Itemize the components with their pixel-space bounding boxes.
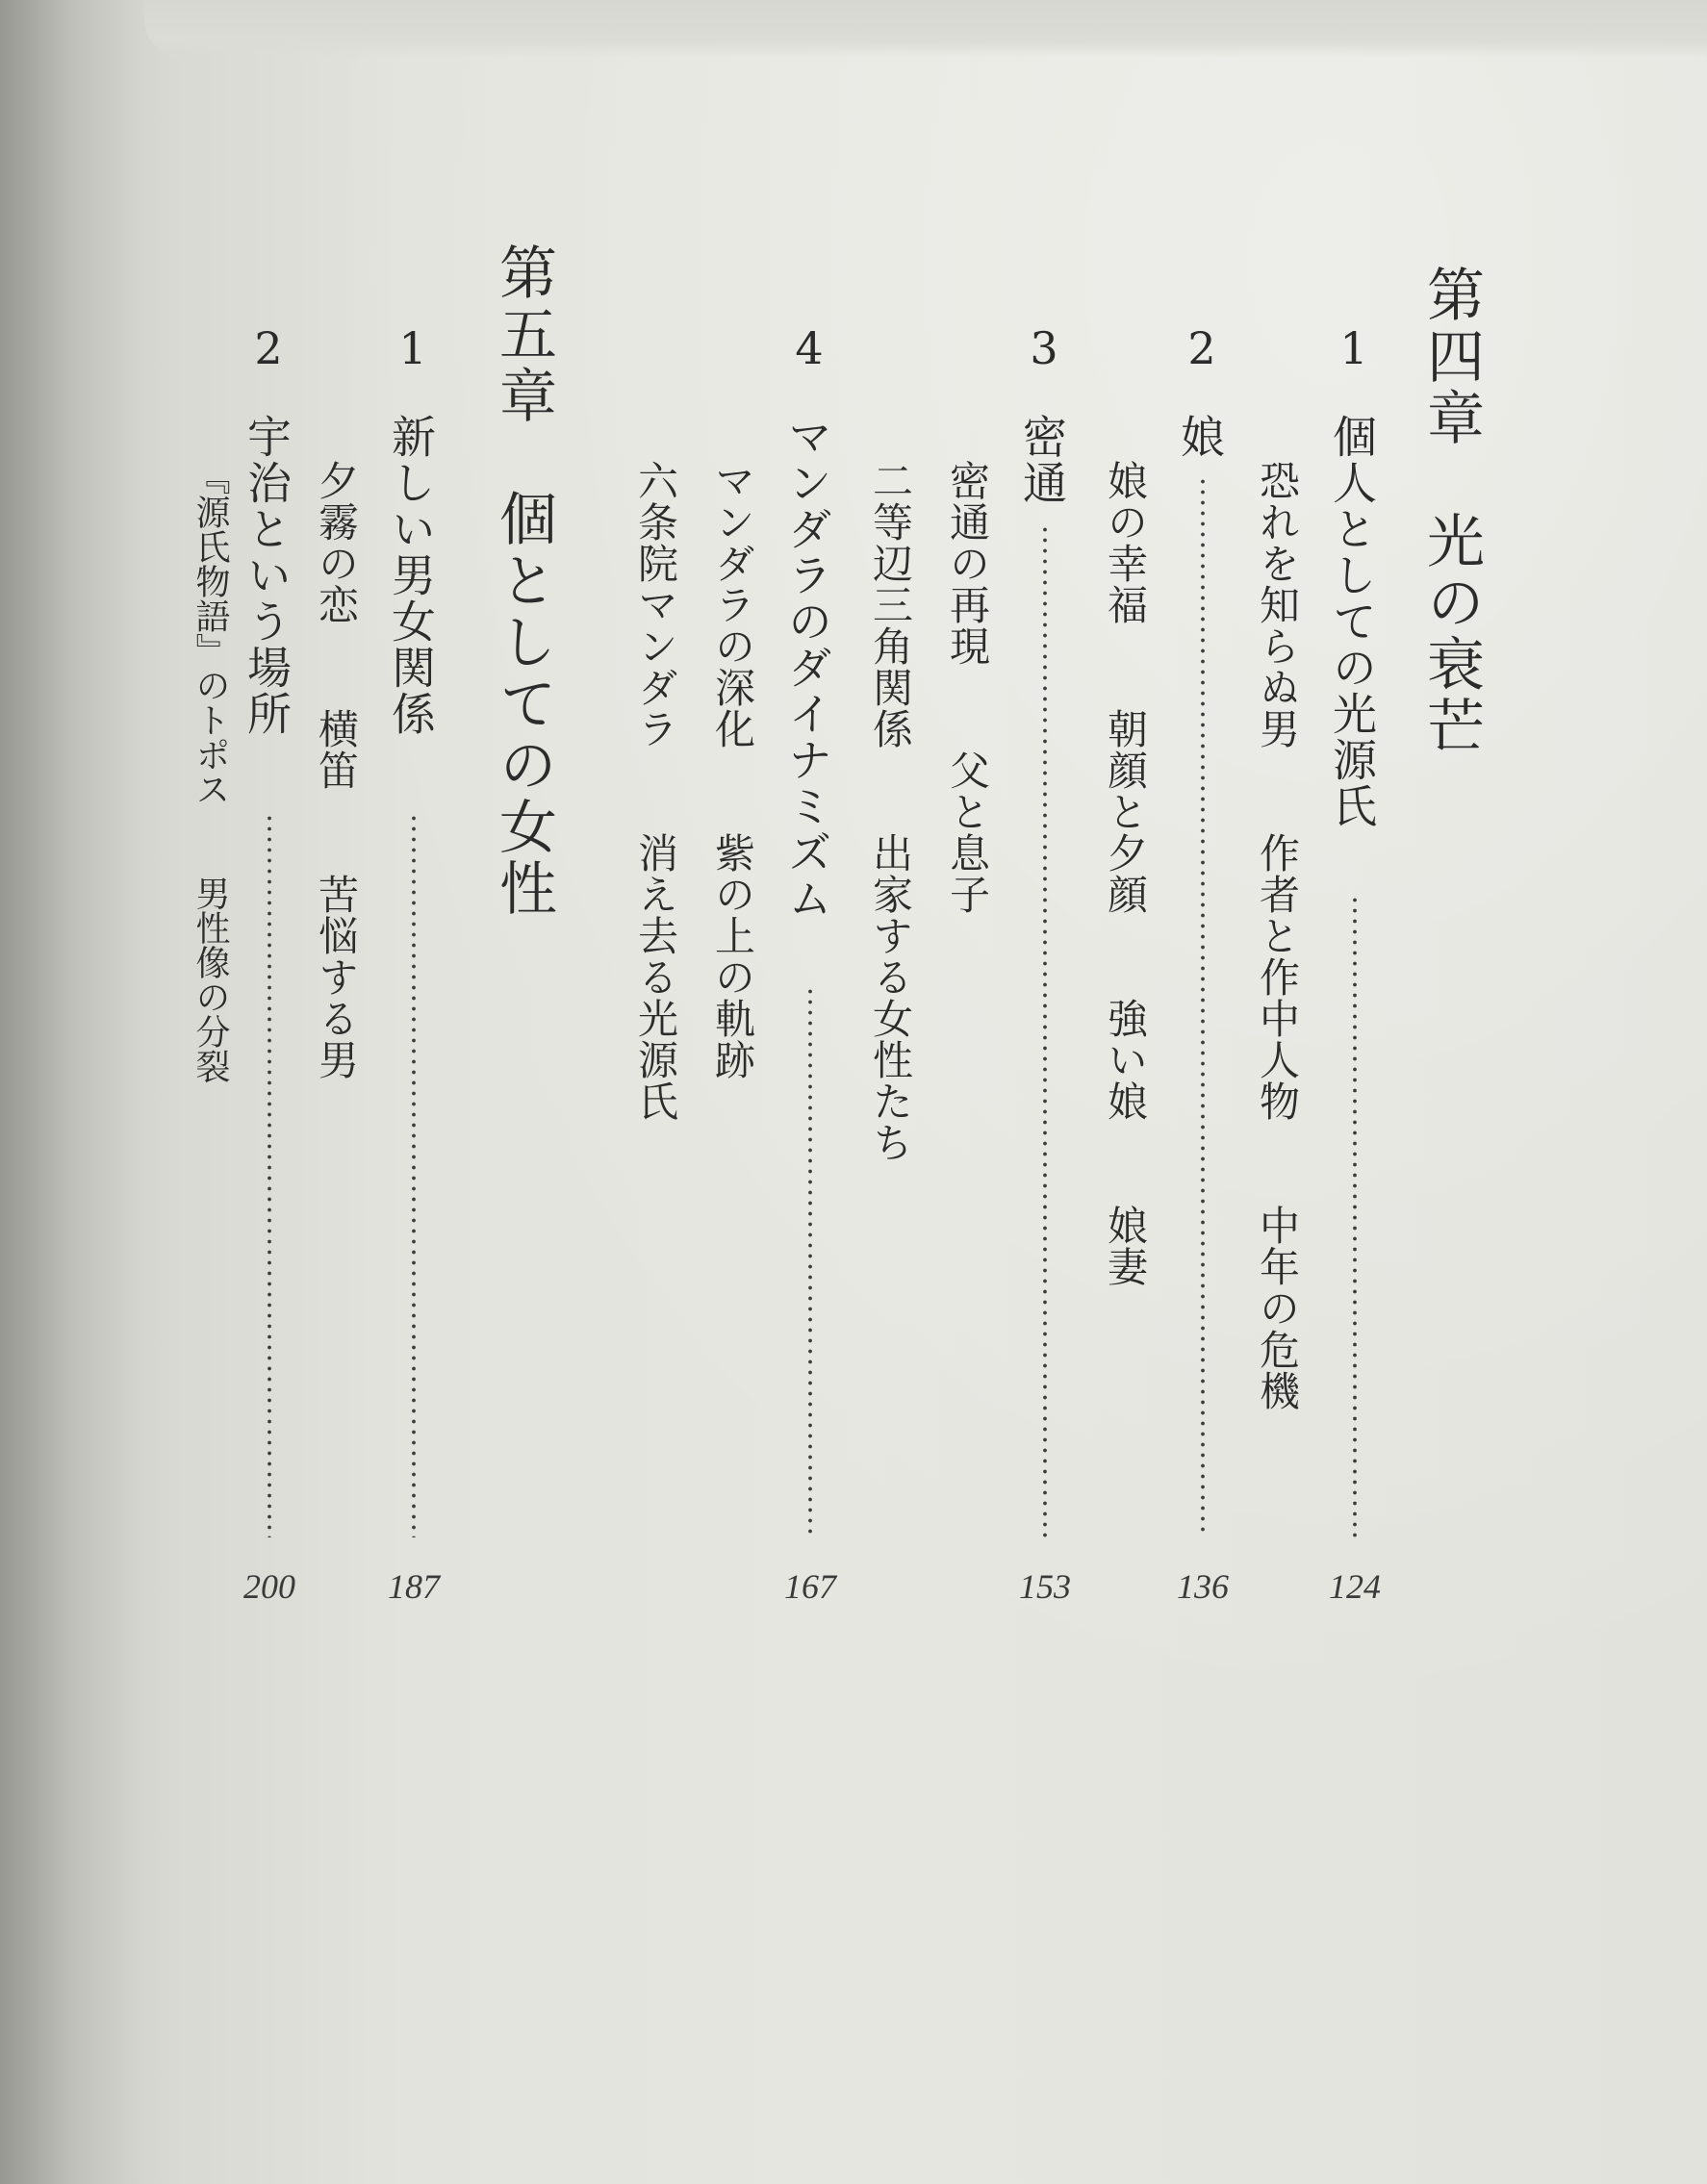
leader-dots [1043, 524, 1047, 1537]
toc-entry-4-1[interactable] [1316, 0, 1393, 1636]
section-title: 新しい男女関係 [385, 414, 437, 737]
leader-dots [1201, 476, 1205, 1537]
section-title: 個人としての光源氏 [1326, 414, 1378, 829]
section-number: 1 [1339, 322, 1370, 374]
toc-subtitles-4-2 [1089, 0, 1166, 1636]
toc-entry-5-1[interactable] [375, 0, 452, 1636]
section-title: マンダラのダイナミズム [781, 414, 833, 922]
section-subtitles: 娘の幸福 朝顔と夕顔 強い娘 娘妻 [1102, 460, 1149, 1287]
toc-subtitles-4-4b [620, 0, 697, 1636]
toc-subtitles-5-2 [171, 0, 248, 1636]
section-subtitles: 密通の再現 父と息子 [944, 460, 991, 915]
page-number: 200 [243, 1567, 295, 1606]
page-number: 153 [1019, 1567, 1071, 1606]
leader-dots [412, 813, 416, 1537]
section-number: 2 [1187, 322, 1218, 374]
section-number: 2 [254, 322, 285, 374]
chapter-4-title: 第四章 光の衰芒 [1417, 265, 1485, 757]
chapter-4-column [1417, 0, 1499, 1636]
page-number: 136 [1177, 1567, 1229, 1606]
section-number: 4 [795, 322, 826, 374]
section-subtitles: 二等辺三角関係 出家する女性たち [867, 460, 914, 1163]
toc-subtitles-4-3b [854, 0, 931, 1636]
page-number: 187 [388, 1567, 440, 1606]
section-title: 密通 [1016, 414, 1068, 506]
chapter-5-title: 第五章 個としての女性 [490, 242, 557, 920]
spine-shadow [0, 0, 144, 2184]
section-subtitles: 恐れを知らぬ男 作者と作中人物 中年の危機 [1254, 460, 1301, 1411]
section-subtitles: マンダラの深化 紫の上の軌跡 [709, 460, 756, 1080]
leader-dots [808, 986, 812, 1537]
toc-subtitles-4-3a [931, 0, 1008, 1636]
chapter-5-column [490, 0, 572, 1636]
leader-dots [1353, 895, 1357, 1537]
section-number: 1 [398, 322, 429, 374]
section-title: 娘 [1174, 414, 1226, 460]
page-number: 167 [784, 1567, 836, 1606]
page-number: 124 [1329, 1567, 1381, 1606]
toc-entry-4-4[interactable] [772, 0, 849, 1636]
toc-subtitles-4-1 [1241, 0, 1318, 1636]
leader-dots [268, 813, 271, 1537]
toc-subtitles-4-4a [697, 0, 774, 1636]
toc-entry-4-3[interactable] [1006, 0, 1083, 1636]
toc-entry-4-2[interactable] [1164, 0, 1241, 1636]
toc-subtitles-5-1 [300, 0, 377, 1636]
section-number: 3 [1030, 322, 1060, 374]
section-subtitles: 夕霧の恋 横笛 苦悩する男 [313, 460, 360, 1080]
section-subtitles: 六条院マンダラ 消え去る光源氏 [632, 460, 679, 1122]
section-subtitles: 『源氏物語』のトポス 男性像の分裂 [191, 460, 230, 1083]
section-title: 宇治という場所 [241, 414, 293, 737]
